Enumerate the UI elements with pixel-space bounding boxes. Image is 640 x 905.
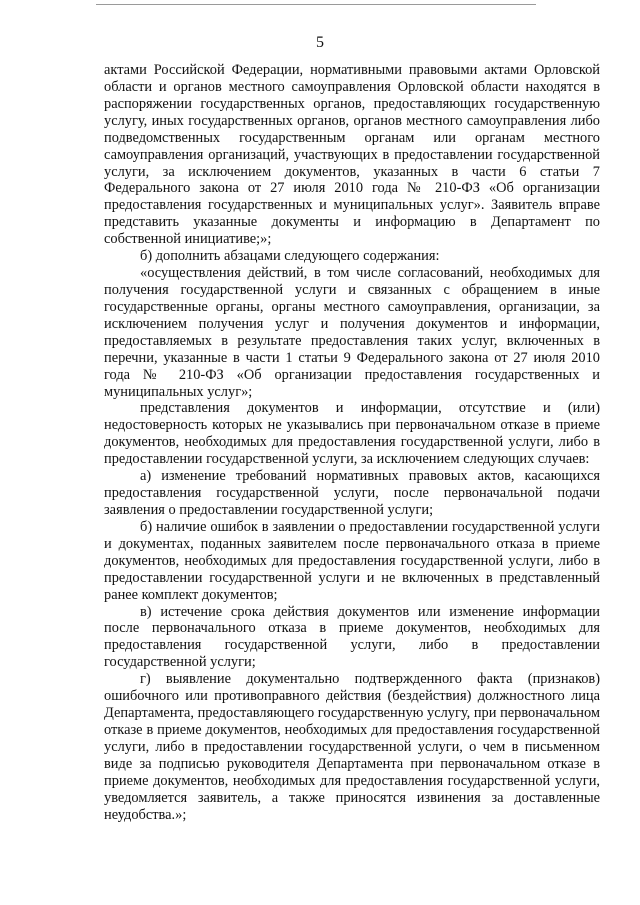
paragraph-documents-clause: представления документов и информации, отсутствие и (или) недостоверность которых не указывались при первоначальном отказе в приеме документов, необходимых для предоставления государственной услуги, либо в предоставлении государственной услуги, за исключением следующих случаев: (104, 400, 600, 468)
list-item-a: а) изменение требований нормативных правовых актов, касающихся предоставления государственной услуги, после первоначальной подачи заявления о предоставлении государственной услуги; (104, 468, 600, 518)
paragraph-amendment-b: б) дополнить абзацами следующего содержания: (140, 248, 440, 265)
paragraph-continuation: актами Российской Федерации, нормативными правовыми актами Орловской области и органов местного самоуправления Орловской области находятся в распоряжении государственных органов, предоставляющих государственную услугу, иных государственных органов, органов местного самоуправления либо подведомственных государственным органам или органам местного самоуправления организаций, участвующих в предоставлении государственной услуги, за исключением документов, указанных в части 6 статьи 7 Федерального закона от 27 июля 2010 года № 210-ФЗ «Об организации предоставления государственных и муниципальных услуг». Заявитель вправе представить указанные документы и информацию в Департамент по собственной инициативе;»; (104, 62, 600, 248)
list-item-v: в) истечение срока действия документов или изменение информации после первоначального отказа в приеме документов, необходимых для предоставления государственной услуги, либо в предоставлении государственной услуги; (104, 603, 600, 671)
document-body (104, 62, 600, 823)
paragraph-actions-clause: «осуществления действий, в том числе согласований, необходимых для получения государственной услуги и связанных с обращением в иные государственные органы, органы местного самоуправления, организации, за исключением получения услуг и получения документов и информации, предоставляемых в результате предоставления таких услуг, включенных в перечни, указанные в части 1 статьи 9 Федерального закона от 27 июля 2010 года № 210-ФЗ «Об организации предоставления государственных и муниципальных услуг»; (104, 265, 600, 400)
list-item-g: г) выявление документально подтвержденного факта (признаков) ошибочного или противоправного действия (бездействия) должностного лица Департамента, предоставляющего государственную услугу, при первоначальном отказе в приеме документов, необходимых для предоставления государственной услуги, либо в предоставлении государственной услуги, о чем в письменном виде за подписью руководителя Департамента при первоначальном отказе в приеме документов, необходимых для предоставления государственной услуги, уведомляется заявитель, а также приносятся извинения за доставленные неудобства.»; (104, 671, 600, 823)
list-item-b: б) наличие ошибок в заявлении о предоставлении государственной услуги и документах, поданных заявителем после первоначального отказа в приеме документов, необходимых для предоставления государственной услуги, либо в предоставлении государственной услуги и не включенных в представленный ранее комплект документов; (104, 518, 600, 603)
page-number: 5 (316, 34, 324, 51)
top-rule (96, 4, 536, 5)
